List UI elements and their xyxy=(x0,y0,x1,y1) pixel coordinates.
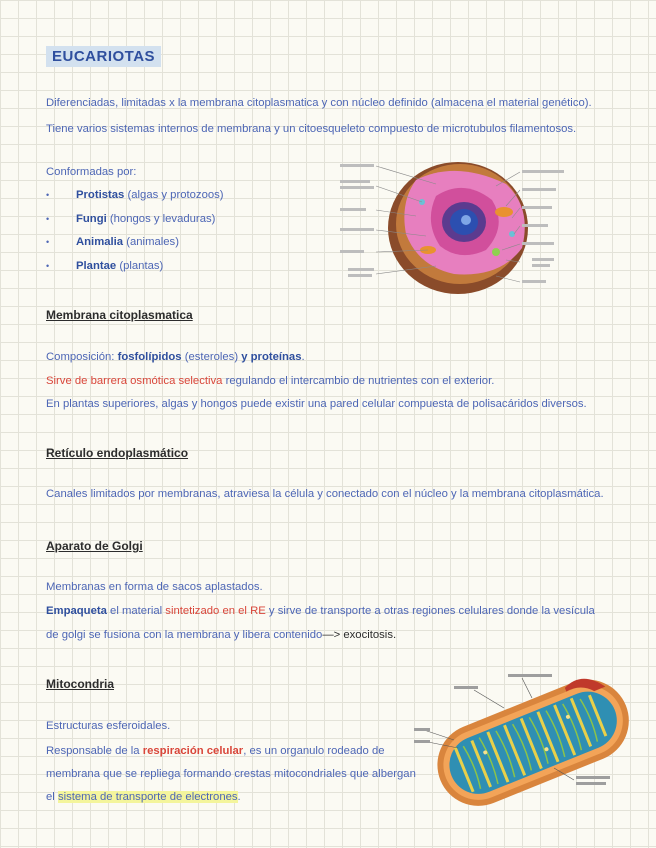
mitocondria-line-4: el sistema de transporte de electrones. xyxy=(46,791,241,803)
mitocondria-line-2: Responsable de la respiración celular, es un organulo rodeado de xyxy=(46,745,385,757)
animal-cell-illustration xyxy=(336,156,580,298)
kingdom-name: Fungi xyxy=(76,212,107,225)
mitocondria-line-3: membrana que se repliega formando crestas mitocondriales que albergan xyxy=(46,768,416,780)
section-heading-golgi: Aparato de Golgi xyxy=(46,539,143,553)
page-title: EUCARIOTAS xyxy=(46,46,161,67)
kingdom-name: Animalia xyxy=(76,236,124,248)
kingdom-name: Plantae xyxy=(76,259,117,272)
mitochondrion-illustration xyxy=(414,668,644,808)
golgi-line-2: Empaqueta el material sintetizado en el RE y sirve de transporte a otras regiones celulares donde la vesícula xyxy=(46,605,595,617)
intro-line-1: Diferenciadas, limitadas x la membrana citoplasmatica y con núcleo definido (almacena el material genético). xyxy=(46,97,592,109)
section-heading-mitocondria: Mitocondria xyxy=(46,677,114,691)
kingdom-list xyxy=(46,184,224,278)
kingdom-desc: (animales) xyxy=(123,236,179,248)
kingdom-desc: (hongos y levaduras) xyxy=(106,212,216,225)
kingdom-name: Protistas xyxy=(76,189,125,201)
kingdom-desc: (algas y protozoos) xyxy=(124,189,224,201)
kingdom-desc: (plantas) xyxy=(116,259,164,272)
list-item xyxy=(46,184,224,208)
bullet-icon: • xyxy=(46,190,50,200)
bullet-icon: • xyxy=(46,213,50,224)
section-heading-reticulo: Retículo endoplasmático xyxy=(46,446,189,460)
bullet-icon: • xyxy=(46,260,50,271)
membrana-line-2: Sirve de barrera osmótica selectiva regulando el intercambio de nutrientes con el exterior. xyxy=(46,375,495,387)
golgi-line-1: Membranas en forma de sacos aplastados. xyxy=(46,581,263,593)
bullet-icon: • xyxy=(46,237,50,247)
reticulo-line-1: Canales limitados por membranas, atraviesa la célula y conectado con el núcleo y la membrana citoplasmática. xyxy=(46,488,604,500)
golgi-line-3: de golgi se fusiona con la membrana y libera contenido—> exocitosis. xyxy=(46,629,397,641)
mitocondria-line-1: Estructuras esferoidales. xyxy=(46,720,171,732)
list-item xyxy=(46,231,224,255)
membrana-line-1: Composición: fosfolípidos (esteroles) y proteínas. xyxy=(46,351,305,363)
membrana-line-3: En plantas superiores, algas y hongos puede existir una pared celular compuesta de polisacáridos diversos. xyxy=(46,398,587,410)
intro-line-2: Tiene varios sistemas internos de membrana y un citoesqueleto compuesto de microtubulos filamentosos. xyxy=(46,123,577,135)
list-item xyxy=(46,208,224,232)
list-item xyxy=(46,255,224,279)
conformadas-label: Conformadas por: xyxy=(46,166,137,178)
section-heading-membrana: Membrana citoplasmatica xyxy=(46,308,193,322)
